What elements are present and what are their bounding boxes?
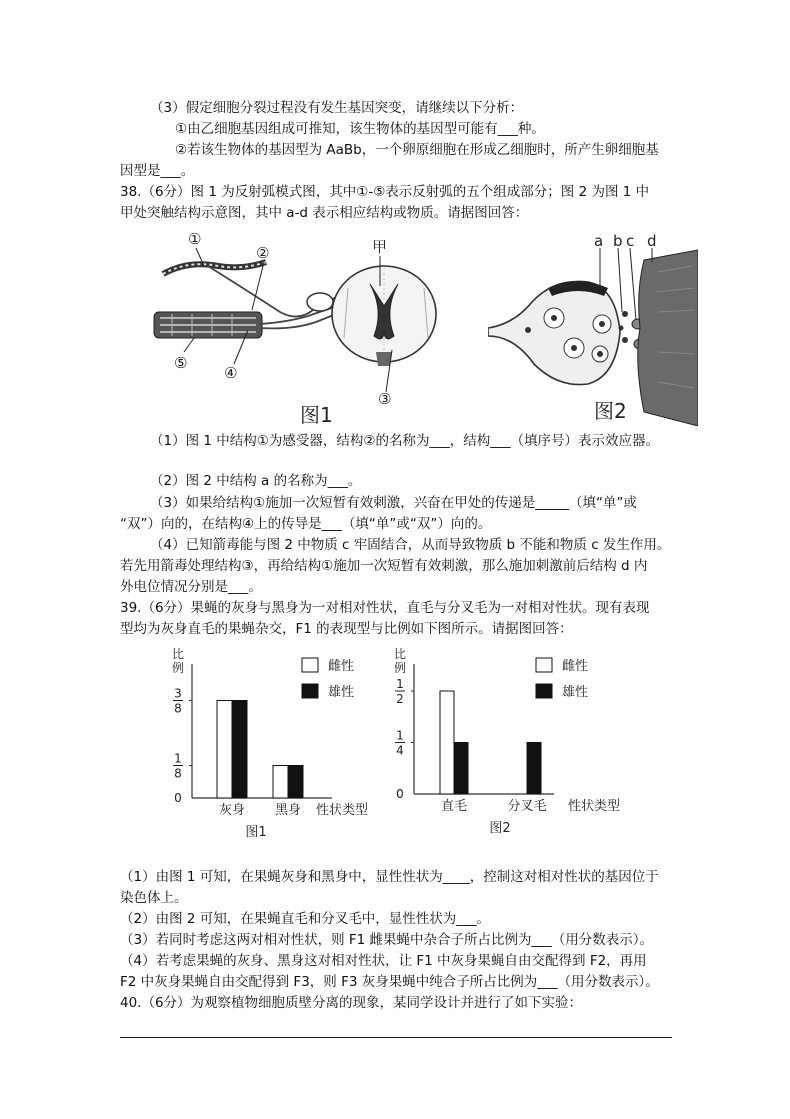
chart2-tick-label-2-den: 2: [396, 692, 404, 706]
fig2-label-d: d: [647, 232, 657, 250]
q37-part3-b-line1: ②若该生物体的基因型为 AaBb，一个卵原细胞在形成乙细胞时，所产生卵细胞基: [175, 142, 659, 158]
q38-q4-line1: （4）已知箭毒能与图 2 中物质 c 牢固结合，从而导致物质 b 不能和物质 c 发生作用。: [150, 537, 671, 553]
q40-stem: 40.（6分）为观察植物细胞质壁分离的现象，某同学设计并进行了如下实验：: [120, 995, 583, 1011]
chart2-bar-female-0: [440, 691, 454, 794]
fig2-label-a: a: [594, 232, 604, 250]
chart2-bar-male-0: [454, 743, 468, 795]
q39-stem-line1: 39.（6分）果蝇的灰身与黑身为一对相对性状，直毛与分叉毛为一对相对性状。现有表现: [120, 600, 650, 616]
q39-q1-line1: （1）由图 1 可知，在果蝇灰身和黑身中，显性性状为____，控制这对相对性状的基因位于: [120, 869, 659, 885]
fig2-label-c: c: [626, 232, 635, 250]
chart-fig1: [160, 642, 390, 844]
q38-stem-line2: 甲处突触结构示意图，其中 a-d 表示相应结构或物质。请据图回答：: [120, 205, 529, 221]
postsynaptic-neuron: [638, 250, 698, 426]
q38-q4-line3: 外电位情况分别是___。: [120, 579, 262, 595]
chart2-legend-label-1: 雄性: [562, 685, 589, 700]
chart2-legend-swatch-1: [536, 684, 552, 698]
chart1-bar-male-1: [288, 766, 303, 799]
chart1-ylabel-0: 比: [171, 647, 185, 661]
chart1-category-1: 黑身: [274, 803, 302, 818]
chart1-legend-swatch-1: [302, 684, 318, 698]
chart1-legend-swatch-0: [302, 658, 318, 672]
q39-q2: （2）由图 2 可知，在果蝇直毛和分叉毛中，显性性状为___。: [120, 911, 491, 927]
presynaptic-terminal: [488, 281, 620, 385]
fig1-label-2: ②: [256, 244, 270, 262]
chart1-bar-male-0: [232, 701, 247, 799]
fig1-label-1: ①: [188, 230, 202, 248]
fig1-label-jia: 甲: [372, 238, 388, 256]
spinal-cord: [332, 266, 436, 366]
chart2-xlabel: 性状类型: [567, 799, 621, 814]
chart1-xlabel: 性状类型: [315, 803, 369, 818]
chart1-category-0: 灰身: [218, 803, 246, 818]
fig1-caption: 图1: [300, 403, 333, 426]
chart2-category-0: 直毛: [440, 799, 468, 814]
chart1-tick-label-1-num: 1: [174, 751, 182, 766]
chart2-ylabel-1: 例: [393, 661, 407, 675]
spinal-ganglion: [307, 293, 333, 311]
chart2-caption: 图2: [489, 821, 511, 836]
chart1-tick-label-2-den: 8: [174, 701, 182, 716]
q38-q4-line2: 若先用箭毒处理结构③，再给结构①施加一次短暂有效刺激，那么施加刺激前后结构 d 内: [120, 558, 648, 574]
q39-q4-line1: （4）若考虑果蝇的灰身、黑身这对相对性状，让 F1 中灰身果蝇自由交配得到 F2，再用: [120, 953, 647, 969]
reflex-arc-figure: [148, 226, 488, 426]
chart2-bar-male-1: [527, 743, 541, 795]
chart2-tick-label-1-den: 4: [396, 743, 404, 758]
q39-q3: （3）若同时考虑这两对相对性状，则 F1 雌果蝇中杂合子所占比例为___（用分数表示）。: [120, 932, 654, 948]
fig2-caption: 图2: [594, 399, 627, 423]
chart2-tick-label-1-num: 1: [396, 728, 404, 743]
chart2-legend-swatch-0: [536, 658, 552, 672]
receptor-skin: [163, 262, 266, 274]
fig1-label-5: ⑤: [174, 354, 188, 372]
q39-q1-line2: 染色体上。: [120, 890, 188, 906]
q38-q1: （1）图 1 中结构①为感受器，结构②的名称为___，结构___（填序号）表示效应器。: [150, 433, 659, 449]
q39-q4-line2: F2 中灰身果蝇自由交配得到 F3，则 F3 灰身果蝇中纯合子所占比例为___（用分数表示）。: [120, 974, 659, 990]
chart1-legend-label-0: 雌性: [328, 659, 355, 674]
q38-q3-line2: “双”）向的，在结构④上的传导是___（填“单”或“双”）向的。: [120, 516, 492, 532]
q39-stem-line2: 型均为灰身直毛的果蝇杂交，F1 的表现型与比例如下图所示。请据图回答：: [120, 621, 573, 637]
chart1-tick-label-1-den: 8: [174, 766, 182, 781]
fig1-label-4: ④: [224, 364, 238, 382]
chart-fig2: [392, 642, 632, 844]
q38-stem-line1: 38.（6分）图 1 为反射弧模式图，其中①-⑤表示反射弧的五个组成部分；图 2 为图 1 中: [120, 184, 650, 200]
chart2-legend-label-0: 雌性: [562, 659, 589, 674]
chart1-legend-label-1: 雄性: [328, 685, 355, 700]
q37-part3-b-line2: 因型是___。: [120, 163, 195, 179]
chart2-tick-label-0: 0: [396, 787, 404, 801]
chart1-tick-label-2-num: 3: [174, 686, 182, 701]
chart1-bar-female-0: [217, 701, 232, 799]
q38-q2: （2）图 2 中结构 a 的名称为___。: [150, 473, 362, 489]
q38-q3-line1: （3）如果给结构①施加一次短暂有效刺激，兴奋在甲处的传递是_____（填“单”或: [150, 495, 637, 511]
footer-rule: [120, 1037, 672, 1038]
fig2-label-b: b: [613, 232, 623, 250]
chart1-ylabel-1: 例: [171, 661, 185, 675]
chart1-bar-female-1: [273, 766, 288, 799]
q37-part3-a: ①由乙细胞基因组成可推知，该生物体的基因型可能有___种。: [175, 121, 545, 137]
chart1-caption: 图1: [245, 825, 267, 840]
chart2-tick-label-2-num: 1: [396, 677, 404, 691]
fig1-label-3: ③: [378, 390, 392, 408]
q37-part3-intro: （3）假定细胞分裂过程没有发生基因突变，请继续以下分析：: [150, 100, 524, 116]
synapse-figure: [488, 232, 698, 426]
chart2-ylabel-0: 比: [393, 647, 407, 661]
chart1-tick-label-0: 0: [174, 791, 182, 805]
chart2-category-1: 分叉毛: [507, 799, 547, 814]
